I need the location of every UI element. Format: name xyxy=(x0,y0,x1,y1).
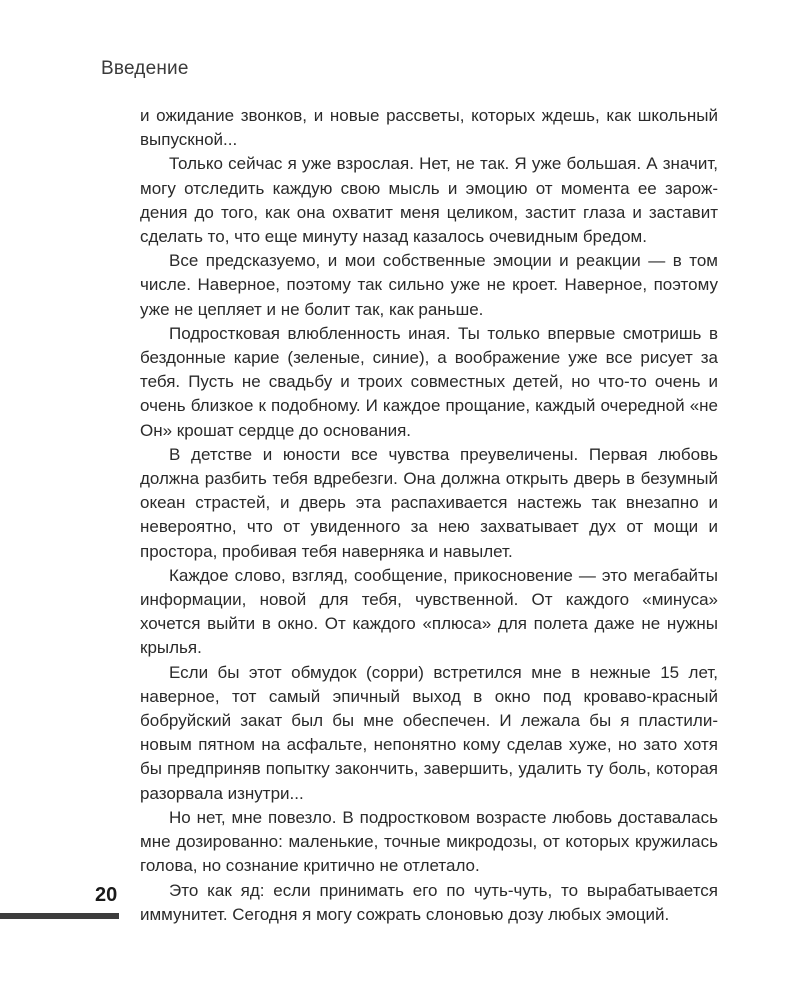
paragraph: В детстве и юности все чувства преувеличены. Первая любовь должна разбить тебя вдребезги. Она должна открыть дверь в безумный океан страстей, и дверь эта распахивается настежь так внезапно и невероятно, что от увиденного за нею захватывает дух от мощи и простора, пробивая тебя наверняка и навылет. xyxy=(140,444,718,561)
paragraph: Если бы этот обмудок (сорри) встретился мне в нежные 15 лет, наверное, тот самый эпичный выход в окно под кроваво-красный бобруйский закат был бы мне обеспечен. И лежала бы я пластилиновым пятном на асфальте, непонятно кому сделав хуже, но зато хотя бы предприняв попытку закончить, завершить, удалить ту боль, которая разорвала изнутри... xyxy=(140,662,718,803)
page-number: 20 xyxy=(95,884,118,906)
paragraph: Но нет, мне повезло. В подростковом возрасте любовь доставалась мне дозированно: маленькие, точные микродозы, от которых кружилась голова, но сознание критично не отлетало. xyxy=(140,807,718,876)
body-text xyxy=(140,104,718,927)
paragraph: Это как яд: если принимать его по чуть-чуть, то вырабатывается иммунитет. Сегодня я могу сожрать слоновью дозу любых эмоций. xyxy=(140,880,718,924)
footer-rule xyxy=(0,913,119,919)
paragraph: Только сейчас я уже взрослая. Нет, не так. Я уже большая. А значит, могу отследить каждую свою мысль и эмоцию от момента ее зарождения до того, как она охватит меня целиком, застит глаза и заставит сделать то, что еще минуту назад казалось очевидным бредом. xyxy=(140,154,718,247)
paragraph: Подростковая влюбленность иная. Ты только впервые смотришь в бездонные карие (зеленые, синие), а воображение уже все рисует за тебя. Пусть не свадьбу и троих совместных детей, но что-то очень и очень близкое к подобному. И каждое прощание, каждый очередной «не Он» крошат сердце до основания. xyxy=(140,323,718,440)
running-head: Введение xyxy=(101,58,189,79)
paragraph: и ожидание звонков, и новые рассветы, которых ждешь, как школьный выпускной... xyxy=(140,106,718,150)
paragraph: Все предсказуемо, и мои собственные эмоции и реакции — в том числе. Наверное, поэтому так сильно уже не кроет. Наверное, поэтому уже не цепляет и не болит так, как раньше. xyxy=(140,251,718,319)
paragraph: Каждое слово, взгляд, сообщение, прикосновение — это мегабайты информации, новой для тебя, чувственной. От каждого «минуса» хочется выйти в окно. От каждого «плюса» для полета даже не нужны крылья. xyxy=(140,565,718,658)
